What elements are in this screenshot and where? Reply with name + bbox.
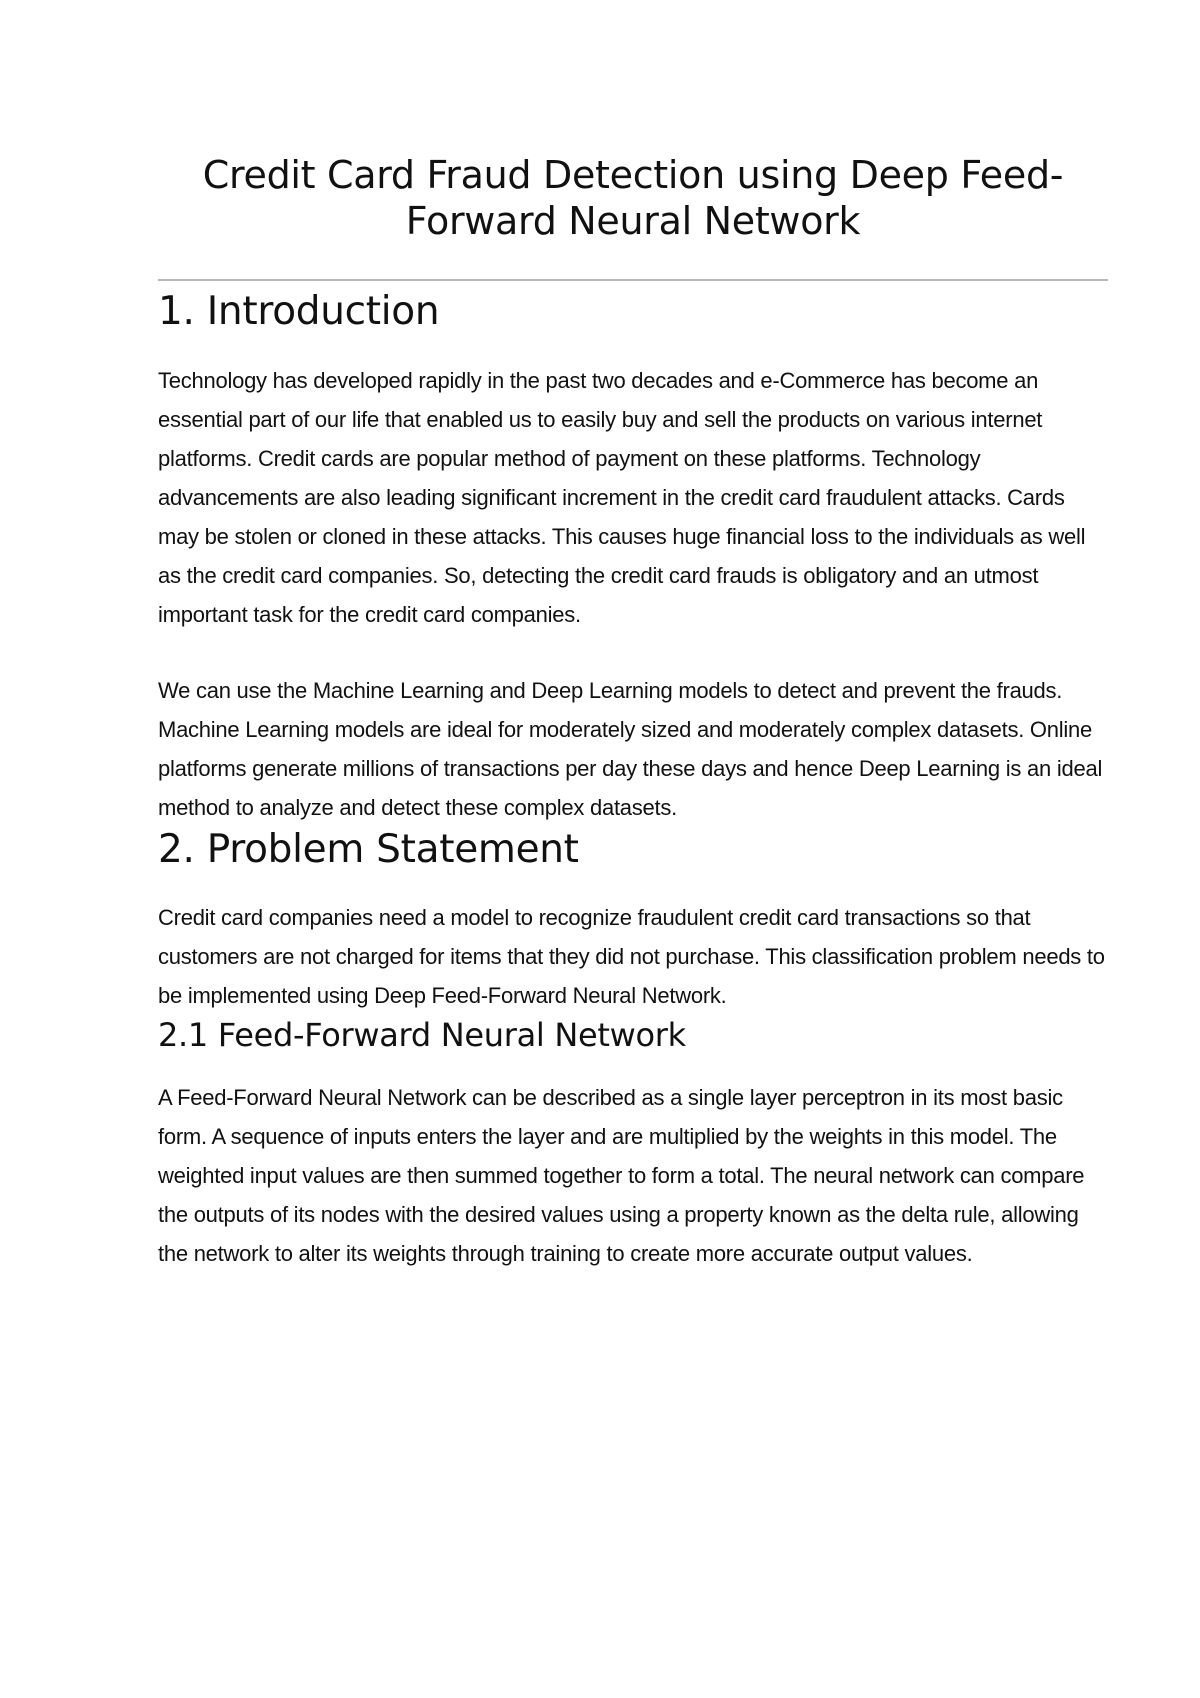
subsection-heading-feed-forward: 2.1 Feed-Forward Neural Network — [158, 1016, 686, 1054]
document-page — [158, 0, 1108, 1273]
introduction-paragraph-1: Technology has developed rapidly in the past two decades and e-Commerce has become an essential part of our life that enabled us to easily buy and sell the products on various internet platforms. Credit cards are popular method of payment on these platforms. Technology advancements are also leading significant increment in the credit card fraudulent attacks. Cards may be stolen or cloned in these attacks. This causes huge financial loss to the individuals as well as the credit card companies. So, detecting the credit card frauds is obligatory and an utmost important task for the credit card companies. — [158, 368, 1086, 627]
title-divider — [158, 279, 1108, 281]
introduction-paragraph-2: We can use the Machine Learning and Deep Learning models to detect and prevent the frauds. Machine Learning models are ideal for moderately sized and moderately complex datasets. Online platforms generate millions of transactions per day these days and hence Deep Learning is an ideal method to analyze and detect these complex datasets. — [158, 678, 1103, 820]
document-title: Credit Card Fraud Detection using Deep Feed-Forward Neural Network — [202, 153, 1064, 243]
section-heading-introduction: 1. Introduction — [158, 289, 440, 334]
section-heading-problem-statement: 2. Problem Statement — [158, 827, 579, 872]
problem-statement-paragraph: Credit card companies need a model to recognize fraudulent credit card transactions so that customers are not charged for items that they did not purchase. This classification problem needs to be implemented using Deep Feed-Forward Neural Network. — [158, 905, 1105, 1008]
feed-forward-paragraph: A Feed-Forward Neural Network can be described as a single layer perceptron in its most basic form. A sequence of inputs enters the layer and are multiplied by the weights in this model. The weighted input values are then summed together to form a total. The neural network can compare the outputs of its nodes with the desired values using a property known as the delta rule, allowing the network to alter its weights through training to create more accurate output values. — [158, 1085, 1085, 1266]
